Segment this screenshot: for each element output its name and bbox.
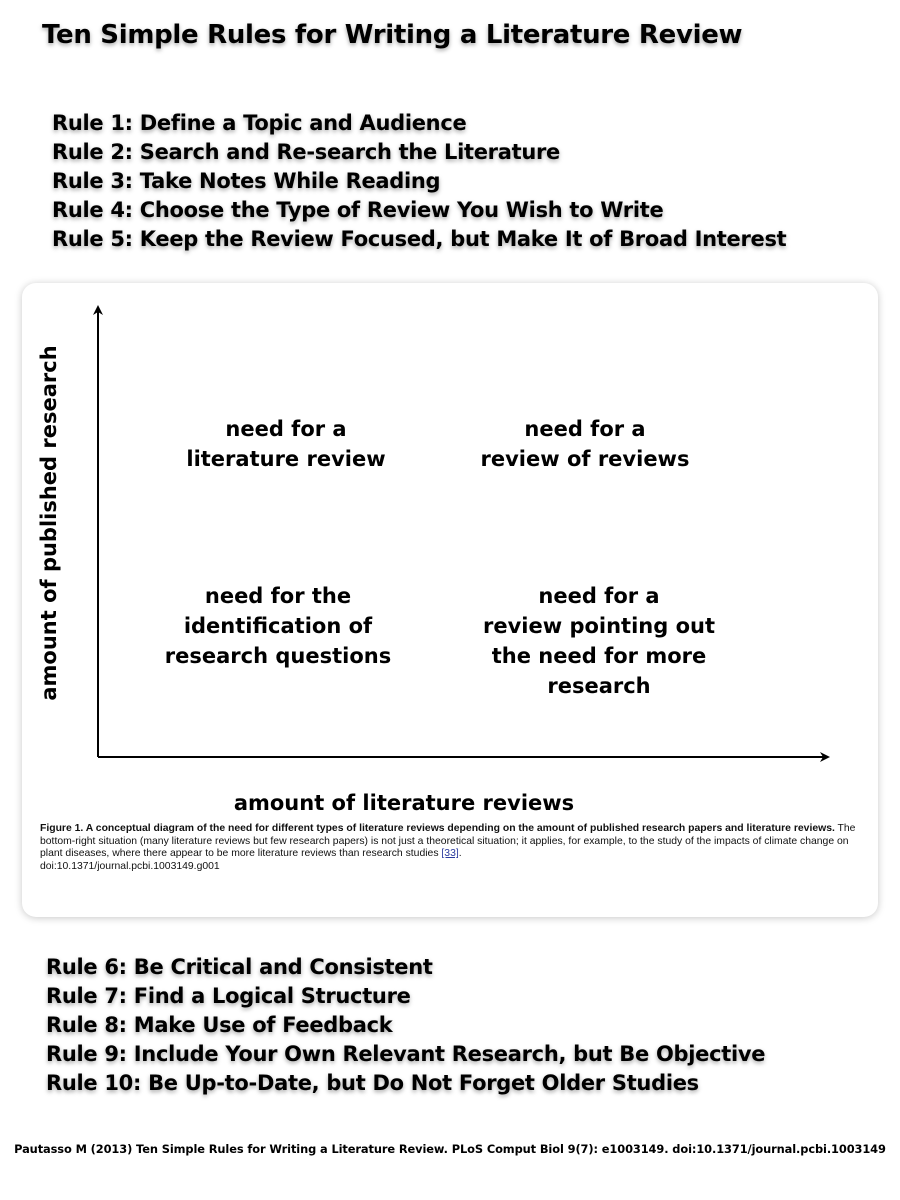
quadrant-bottom-left: need for the identification of research questions bbox=[164, 584, 392, 668]
quadrant-top-right: need for a review of reviews bbox=[480, 417, 690, 471]
rule-item: Rule 7: Find a Logical Structure bbox=[46, 984, 411, 1008]
rule-item: Rule 1: Define a Topic and Audience bbox=[52, 111, 467, 135]
rule-item: Rule 9: Include Your Own Relevant Research, but Be Objective bbox=[46, 1042, 766, 1066]
rules-list-top bbox=[52, 109, 786, 254]
figure-doi: doi:10.1371/journal.pcbi.1003149.g001 bbox=[40, 860, 220, 872]
page-title: Ten Simple Rules for Writing a Literature Review bbox=[42, 20, 743, 50]
rule-item: Rule 3: Take Notes While Reading bbox=[52, 169, 441, 193]
rules-list-bottom bbox=[46, 953, 765, 1098]
quadrant-bottom-right: need for a review pointing out the need for more research bbox=[483, 584, 715, 698]
figure-caption bbox=[40, 823, 866, 873]
source-citation: Pautasso M (2013) Ten Simple Rules for Writing a Literature Review. PLoS Comput Biol 9(7): e1003149. doi:10.1371/journal.pcbi.1003149 bbox=[14, 1142, 886, 1156]
figure-card bbox=[22, 283, 878, 917]
rule-item: Rule 2: Search and Re-search the Literature bbox=[52, 140, 560, 164]
rule-item: Rule 8: Make Use of Feedback bbox=[46, 1013, 393, 1037]
rule-item: Rule 10: Be Up-to-Date, but Do Not Forget Older Studies bbox=[46, 1071, 699, 1095]
y-axis-label: amount of published research bbox=[37, 345, 61, 701]
rule-item: Rule 5: Keep the Review Focused, but Make It of Broad Interest bbox=[52, 227, 787, 251]
rule-item: Rule 4: Choose the Type of Review You Wish to Write bbox=[52, 198, 664, 222]
reference-link[interactable]: [33] bbox=[441, 848, 459, 859]
x-axis-label: amount of literature reviews bbox=[233, 791, 575, 815]
caption-text: The bottom-right situation (many literature reviews but few research papers) is not just a theoretical situation; it applies, for example, to the study of the impacts of climate change on plant diseases, where there appear to be more literature reviews than research studies bbox=[40, 823, 856, 859]
rule-item: Rule 6: Be Critical and Consistent bbox=[46, 955, 433, 979]
caption-period: . bbox=[458, 848, 462, 859]
caption-bold: Figure 1. A conceptual diagram of the need for different types of literature reviews depending on the amount of published research papers and literature reviews. bbox=[40, 823, 835, 834]
quadrant-top-left: need for a literature review bbox=[186, 417, 386, 471]
